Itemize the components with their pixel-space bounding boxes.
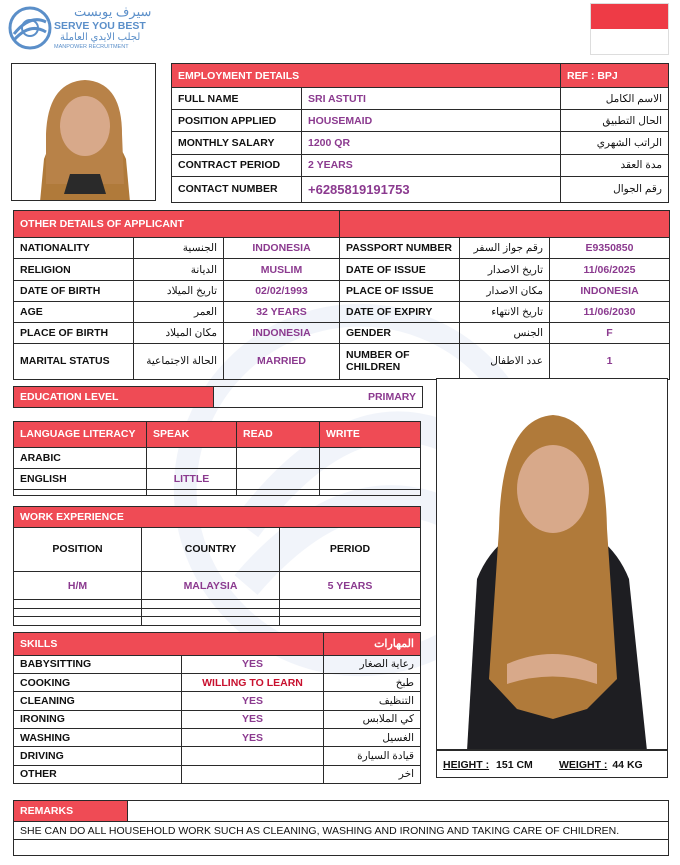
weight-value: 44 KG	[612, 759, 643, 771]
language-row	[14, 468, 421, 489]
education-section	[13, 386, 423, 406]
skill-value	[182, 765, 324, 783]
full-name-label: FULL NAME	[172, 88, 302, 110]
other-left-ar: الديانة	[134, 259, 224, 280]
speak-header: SPEAK	[147, 422, 237, 448]
other-right-ar: مكان الاصدار	[460, 280, 550, 301]
work-row	[14, 617, 421, 626]
salary-label: MONTHLY SALARY	[172, 132, 302, 154]
language-speak: LITTLE	[147, 468, 237, 489]
work-position	[14, 600, 142, 609]
applicant-photo-small	[11, 63, 156, 201]
work-position	[14, 617, 142, 626]
skill-row	[14, 765, 421, 783]
work-row	[14, 608, 421, 617]
work-position	[14, 608, 142, 617]
language-section	[13, 421, 421, 496]
other-left-label: MARITAL STATUS	[14, 343, 134, 379]
read-header: READ	[237, 422, 320, 448]
skills-header-ar: المهارات	[324, 633, 421, 656]
other-details-header: OTHER DETAILS OF APPLICANT	[14, 211, 340, 238]
work-country	[142, 617, 280, 626]
other-left-label: AGE	[14, 301, 134, 322]
skill-ar: اخر	[324, 765, 421, 783]
skill-row	[14, 710, 421, 728]
measurements	[436, 750, 668, 778]
employment-details	[171, 63, 669, 203]
other-right-value: INDONESIA	[550, 280, 670, 301]
skill-value: YES	[182, 728, 324, 746]
language-write	[320, 489, 421, 495]
skill-row	[14, 673, 421, 691]
contract-label: CONTRACT PERIOD	[172, 154, 302, 176]
other-left-label: NATIONALITY	[14, 238, 134, 259]
language-speak	[147, 447, 237, 468]
skill-label: DRIVING	[14, 747, 182, 765]
other-left-label: PLACE OF BIRTH	[14, 322, 134, 343]
salary-value: 1200 QR	[302, 132, 561, 154]
skill-label: BABYSITTING	[14, 655, 182, 673]
weight-label: WEIGHT :	[559, 759, 608, 771]
skill-ar: رعاية الصغار	[324, 655, 421, 673]
position-ar: الحال التطبيق	[561, 110, 669, 132]
work-country: MALAYSIA	[142, 571, 280, 600]
other-left-label: RELIGION	[14, 259, 134, 280]
skill-value: WILLING TO LEARN	[182, 673, 324, 691]
skill-label: COOKING	[14, 673, 182, 691]
language-row	[14, 489, 421, 495]
skill-label: CLEANING	[14, 692, 182, 710]
other-right-value: 11/06/2030	[550, 301, 670, 322]
skill-value: YES	[182, 710, 324, 728]
other-left-value: MARRIED	[224, 343, 340, 379]
skill-row	[14, 692, 421, 710]
indonesia-flag	[590, 3, 669, 55]
brand-arabic-tagline: لجلب الايدي العاملة	[60, 32, 141, 43]
skill-ar: الغسيل	[324, 728, 421, 746]
other-left-value: 02/02/1993	[224, 280, 340, 301]
other-left-value: INDONESIA	[224, 238, 340, 259]
other-left-value: 32 YEARS	[224, 301, 340, 322]
full-name-ar: الاسم الكامل	[561, 88, 669, 110]
skill-label: WASHING	[14, 728, 182, 746]
height-value: 151 CM	[496, 759, 533, 771]
employment-header: EMPLOYMENT DETAILS	[172, 64, 561, 88]
applicant-photo-large	[436, 378, 668, 750]
other-left-ar: العمر	[134, 301, 224, 322]
other-left-ar: مكان الميلاد	[134, 322, 224, 343]
language-read	[237, 447, 320, 468]
skill-ar: كي الملابس	[324, 710, 421, 728]
other-left-ar: الحالة الاجتماعية	[134, 343, 224, 379]
skill-row	[14, 747, 421, 765]
work-position: H/M	[14, 571, 142, 600]
language-read	[237, 468, 320, 489]
work-col-country: COUNTRY	[142, 528, 280, 572]
work-col-position: POSITION	[14, 528, 142, 572]
work-period	[280, 608, 421, 617]
contract-ar: مدة العقد	[561, 154, 669, 176]
skills-section	[13, 632, 421, 784]
language-name	[14, 489, 147, 495]
other-left-label: DATE OF BIRTH	[14, 280, 134, 301]
salary-ar: الراتب الشهري	[561, 132, 669, 154]
write-header: WRITE	[320, 422, 421, 448]
other-right-value: 1	[550, 343, 670, 379]
brand-logo	[8, 4, 158, 56]
skill-ar: قيادة السيارة	[324, 747, 421, 765]
brand-tagline: MANPOWER RECRUITMENT	[54, 44, 129, 50]
language-row	[14, 447, 421, 468]
globe-icon	[8, 6, 52, 50]
remarks-header: REMARKS	[14, 801, 128, 822]
other-left-value: INDONESIA	[224, 322, 340, 343]
height-label: HEIGHT :	[443, 759, 490, 771]
work-country	[142, 608, 280, 617]
language-write	[320, 468, 421, 489]
contact-label: CONTACT NUMBER	[172, 176, 302, 202]
other-right-value: 11/06/2025	[550, 259, 670, 280]
remarks-section	[13, 800, 669, 856]
education-value: PRIMARY	[214, 387, 423, 408]
language-speak	[147, 489, 237, 495]
skill-row	[14, 655, 421, 673]
contract-value: 2 YEARS	[302, 154, 561, 176]
other-right-ar: تاريخ الاصدار	[460, 259, 550, 280]
skill-ar: طبخ	[324, 673, 421, 691]
skills-header: SKILLS	[14, 633, 324, 656]
skill-value	[182, 747, 324, 765]
education-header: EDUCATION LEVEL	[14, 387, 214, 408]
work-country	[142, 600, 280, 609]
language-header: LANGUAGE LITERACY	[14, 422, 147, 448]
other-right-value: F	[550, 322, 670, 343]
language-name: ENGLISH	[14, 468, 147, 489]
other-right-value: E9350850	[550, 238, 670, 259]
work-header: WORK EXPERIENCE	[14, 507, 421, 528]
position-value: HOUSEMAID	[302, 110, 561, 132]
other-left-ar: تاريخ الميلاد	[134, 280, 224, 301]
other-right-label: PLACE OF ISSUE	[340, 280, 460, 301]
other-right-ar: عدد الاطفال	[460, 343, 550, 379]
other-right-label: PASSPORT NUMBER	[340, 238, 460, 259]
skill-value: YES	[182, 692, 324, 710]
brand-arabic-name: سيرف يوبست	[74, 4, 152, 19]
work-col-period: PERIOD	[280, 528, 421, 572]
full-name-value: SRI ASTUTI	[302, 88, 561, 110]
other-left-value: MUSLIM	[224, 259, 340, 280]
ref-number: REF : BPJ	[561, 64, 669, 88]
other-right-ar: الجنس	[460, 322, 550, 343]
other-right-label: GENDER	[340, 322, 460, 343]
language-write	[320, 447, 421, 468]
skill-label: IRONING	[14, 710, 182, 728]
other-details	[13, 210, 670, 380]
other-left-ar: الجنسية	[134, 238, 224, 259]
work-row	[14, 600, 421, 609]
work-period: 5 YEARS	[280, 571, 421, 600]
skill-row	[14, 728, 421, 746]
work-period	[280, 600, 421, 609]
other-right-label: NUMBER OF CHILDREN	[340, 343, 460, 379]
skill-ar: التنظيف	[324, 692, 421, 710]
brand-name: SERVE YOU BEST	[54, 20, 146, 32]
position-label: POSITION APPLIED	[172, 110, 302, 132]
other-right-label: DATE OF ISSUE	[340, 259, 460, 280]
language-name: ARABIC	[14, 447, 147, 468]
skill-value: YES	[182, 655, 324, 673]
other-right-ar: رقم جواز السفر	[460, 238, 550, 259]
work-experience-section	[13, 506, 421, 626]
skill-label: OTHER	[14, 765, 182, 783]
other-right-ar: تاريخ الانتهاء	[460, 301, 550, 322]
contact-value: +6285819191753	[302, 176, 561, 202]
other-right-label: DATE OF EXPIRY	[340, 301, 460, 322]
remarks-text: SHE CAN DO ALL HOUSEHOLD WORK SUCH AS CLEANING, WASHING AND IRONING AND TAKING CARE OF CHILDREN.	[14, 822, 669, 840]
work-period	[280, 617, 421, 626]
language-read	[237, 489, 320, 495]
contact-ar: رقم الجوال	[561, 176, 669, 202]
work-row	[14, 571, 421, 600]
